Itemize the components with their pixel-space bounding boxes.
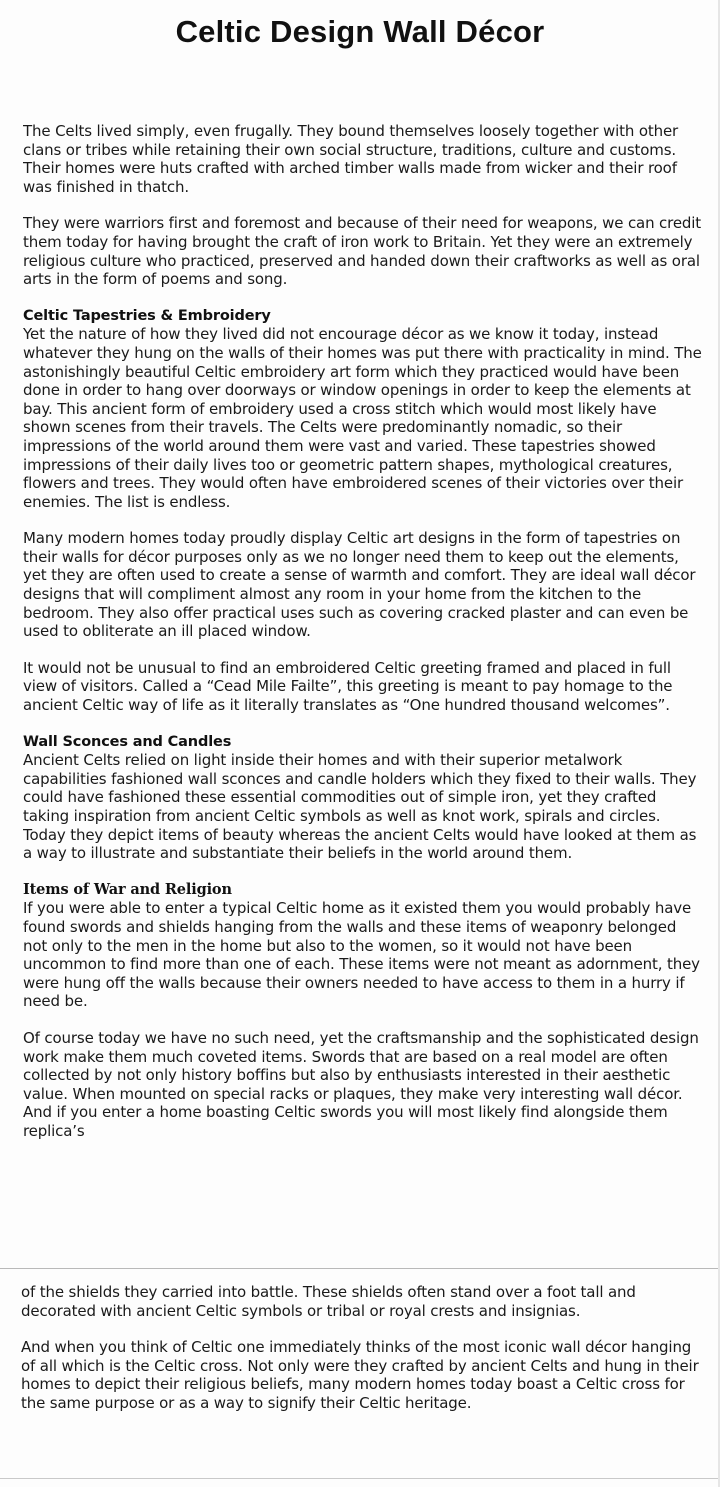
tapestries-paragraph-3: It would not be unusual to find an embroidered Celtic greeting framed and placed in full view of visitors. Called a “Cead Mile Failte”, this greeting is meant to pay homage to the ancient Celtic way of life as it literally translates as “One hundred thousand welcomes”. <box>23 658 673 715</box>
sconces-paragraph-1: Ancient Celts relied on light inside their homes and with their superior metalwork capabilities fashioned wall sconces and candle holders which they fixed to their walls. They could have fashioned these essential commodities out of simple iron, yet they crafted taking inspiration from ancient Celtic symbols as well as knot work, spirals and circles. Today they depict items of beauty whereas the ancient Celts would have looked at them as a way to illustrate and substantiate their beliefs in the world around them. <box>23 751 697 863</box>
continuation-paragraph-2: And when you think of Celtic one immediately thinks of the most iconic wall décor hanging of all which is the Celtic cross. Not only were they crafted by ancient Celts and hung in their homes to depict their religious beliefs, many modern homes today boast a Celtic cross for the same purpose or as a way to signify their Celtic heritage. <box>21 1338 699 1412</box>
page-seam-divider <box>0 1268 720 1269</box>
war-paragraph-2: Of course today we have no such need, yet the craftsmanship and the sophisticated design work make them much coveted items. Swords that are based on a real model are often collected by not only history boffins but also by enthusiasts interested in their aesthetic value. When mounted on special racks or plaques, they make very interesting wall décor. And if you enter a home boasting Celtic swords you will most likely find alongside them replica’s <box>23 1028 699 1140</box>
heading-tapestries: Celtic Tapestries & Embroidery <box>23 307 271 324</box>
tapestries-paragraph-2: Many modern homes today proudly display Celtic art designs in the form of tapestries on their walls for décor purposes only as we no longer need them to keep out the elements, yet they are often used to create a sense of warmth and comfort. They are ideal wall décor designs that will compliment almost any room in your home from the kitchen to the bedroom. They also offer practical uses such as covering cracked plaster and can even be used to obliterate an ill placed window. <box>23 529 696 641</box>
page-title: Celtic Design Wall Décor <box>175 14 545 49</box>
intro-paragraph-1: The Celts lived simply, even frugally. They bound themselves loosely together with other clans or tribes while retaining their own social structure, traditions, culture and customs. Their homes were huts crafted with arched timber walls made from wicker and their roof was finished in thatch. <box>23 122 679 196</box>
continuation-body <box>21 1283 705 1473</box>
heading-sconces: Wall Sconces and Candles <box>23 733 232 750</box>
heading-war-religion: Items of War and Religion <box>23 880 232 898</box>
intro-paragraph-2: They were warriors first and foremost and because of their need for weapons, we can credit them today for having brought the craft of iron work to Britain. Yet they were an extremely religious culture who practiced, preserved and handed down their craftworks as well as oral arts in the form of poems and song. <box>23 214 702 289</box>
article-body <box>23 122 703 1262</box>
continuation-paragraph-1: of the shields they carried into battle. These shields often stand over a foot tall and decorated with ancient Celtic symbols or tribal or royal crests and insignias. <box>21 1283 636 1320</box>
tapestries-paragraph-1: Yet the nature of how they lived did not encourage décor as we know it today, instead whatever they hung on the walls of their homes was put there with practicality in mind. The astonishingly beautiful Celtic embroidery art form which they practiced would have been done in order to hang over doorways or window openings in order to keep the elements at bay. This ancient form of embroidery used a cross stitch which would most likely have shown scenes from their travels. The Celts were predominantly nomadic, so their impressions of the world around them were vast and varied. These tapestries showed impressions of their daily lives too or geometric pattern shapes, mythological creatures, flowers and trees. They would often have embroidered scenes of their victories over their enemies. The list is endless. <box>23 325 702 511</box>
bottom-edge-line <box>0 1478 720 1479</box>
war-paragraph-1: If you were able to enter a typical Celtic home as it existed them you would probably have found swords and shields hanging from the walls and these items of weaponry belonged not only to the men in the home but also to the women, so it would not have been uncommon to find more than one of each. These items were not meant as adornment, they were hung off the walls because their owners needed to have access to them in a hurry if need be. <box>23 899 700 1011</box>
